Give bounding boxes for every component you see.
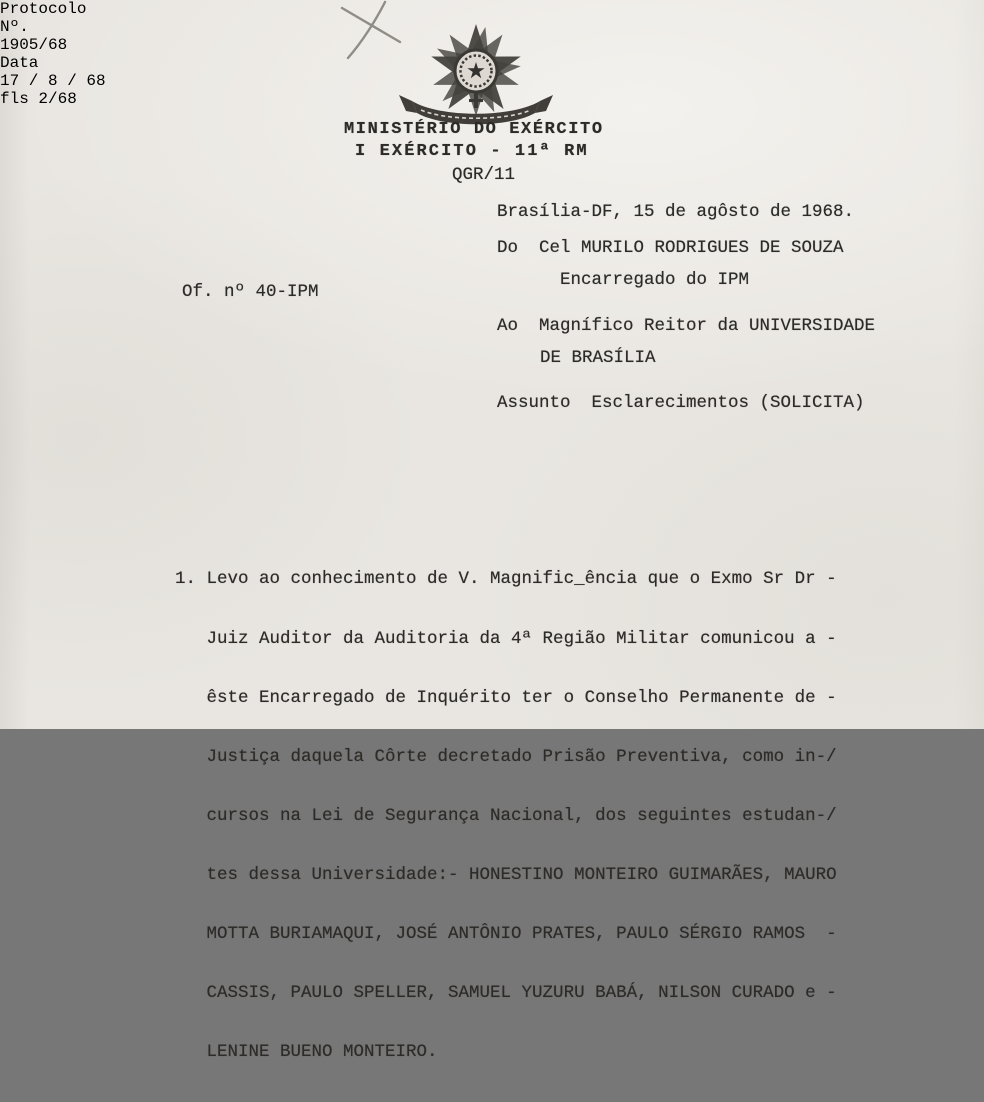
to-line2: DE BRASÍLIA [540,348,656,368]
header-unit: QGR/11 [452,165,516,185]
from-role: Encarregado do IPM [560,270,750,290]
body-line: 1. Levo ao conhecimento de V. Magnific_ência que o Exmo Sr Dr - [175,569,837,590]
header-command: I EXÉRCITO - 11ª RM [355,142,589,161]
dateline: Brasília-DF, 15 de agôsto de 1968. [497,202,855,222]
pencil-x-mark [328,0,414,62]
header-ministry: MINISTÉRIO DO EXÉRCITO [344,120,604,139]
subject-line: Assunto Esclarecimentos (SOLICITA) [497,393,865,413]
handwritten-folio-note: fls 2/68 [0,90,77,108]
body-paragraph [175,531,837,1102]
stamp-title-box [0,0,984,18]
body-line: êste Encarregado de Inquérito ter o Conselho Permanente de - [175,687,837,708]
from-line: Do Cel MURILO RODRIGUES DE SOUZA [497,238,844,258]
stamp-number-value: 1905/68 [0,36,68,54]
document-reference: Of. nº 40-IPM [182,282,319,302]
to-line1: Ao Magnífico Reitor da UNIVERSIDADE [497,316,876,336]
stamp-date-label: Data [0,54,39,72]
body-line: MOTTA BURIAMAQUI, JOSÉ ANTÔNIO PRATES, PAULO SÉRGIO RAMOS - [175,924,837,945]
body-line: cursos na Lei de Segurança Nacional, dos seguintes estudan-/ [175,805,837,826]
body-line: Justiça daquela Côrte decretado Prisão Preventiva, como in-/ [175,746,837,767]
body-line: tes dessa Universidade:- HONESTINO MONTEIRO GUIMARÃES, MAURO [175,864,837,885]
body-line: Juiz Auditor da Auditoria da 4ª Região Militar comunicou a - [175,628,837,649]
coat-of-arms [410,25,542,123]
body-line: CASSIS, PAULO SPELLER, SAMUEL YUZURU BABÁ, NILSON CURADO e - [175,983,837,1004]
stamp-title: Protocolo [0,0,87,18]
body-line: LENINE BUENO MONTEIRO. [175,1042,438,1063]
stamp-number-label: Nº. [0,18,29,36]
stamp-date-value: 17 / 8 / 68 [0,72,106,90]
